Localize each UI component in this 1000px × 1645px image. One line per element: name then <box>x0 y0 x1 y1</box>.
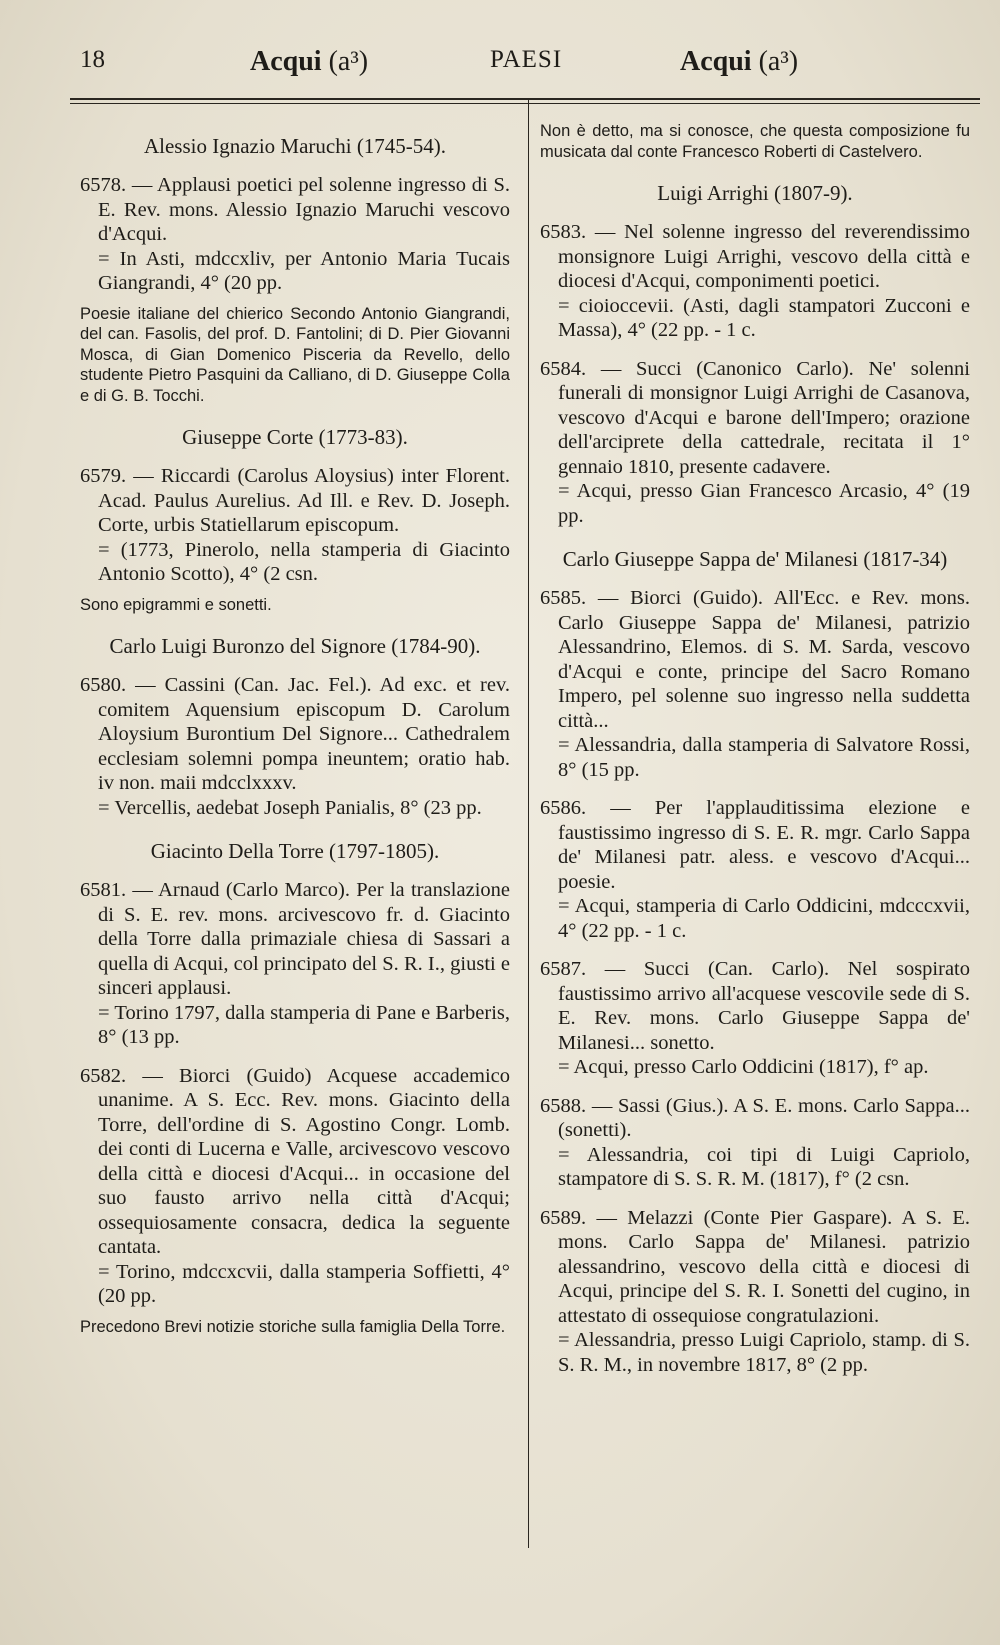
bibliography-entry: 6578. — Applausi poetici pel solenne ingresso di S. E. Rev. mons. Alessio Ignazio Maruchi vescovo d'Acqui. <box>80 174 510 245</box>
paragraph-gap <box>540 782 970 796</box>
paragraph-gap <box>540 343 970 357</box>
running-head-right-suffix: (a³) <box>758 46 799 77</box>
section-heading: Luigi Arrighi (1807-9). <box>657 181 853 205</box>
section-heading: Carlo Giuseppe Sappa de' Milanesi (1817-34) <box>562 547 948 571</box>
bibliography-entry: 6589. — Melazzi (Conte Pier Gaspare). A S. E. mons. Carlo Sappa de' Milanesi. patrizio alessandrino, vescovo della città e diocesi di Acqui, principe del S. R. I. Sonetti del cugino, in attestato di ossequiose congratulazioni. <box>540 1206 970 1327</box>
imprint-line: = Alessandria, coi tipi di Luigi Capriolo, stampatore di S. S. R. M. (1817), f° (2 csn. <box>558 1143 970 1190</box>
running-head-center: PAESI <box>490 46 563 73</box>
running-head-left <box>250 46 368 78</box>
annotation-note: Poesie italiane del chierico Secondo Antonio Giangrandi, del can. Fasolis, del prof. D. Fantolini; di D. Pier Giovanni Mosca, di Gian Domenico Pisceria da Revello, dello studente Pietro Pasquini da Calliano, di D. Giuseppe Colla e di G. B. Tocchi. <box>80 304 510 405</box>
paragraph-gap <box>540 1192 970 1206</box>
annotation-note: Precedono Brevi notizie storiche sulla famiglia Della Torre. <box>80 1317 506 1336</box>
imprint-line: = Torino, mdccxcvii, dalla stamperia Soffietti, 4° (20 pp. <box>98 1260 510 1307</box>
imprint-line: = Acqui, presso Carlo Oddicini (1817), f° ap. <box>558 1056 929 1078</box>
bibliography-entry: 6584. — Succi (Canonico Carlo). Ne' solenni funerali di monsignor Luigi Arrighi de Casanova, vescovo d'Acqui e barone dell'Impero; orazione dell'arciprete della cattedrale, recitata il 1° gennaio 1810, presente cadavere. <box>540 357 970 478</box>
bibliography-entry: 6579. — Riccardi (Carolus Aloysius) inter Florent. Acad. Paulus Aurelius. Ad Ill. e Rev. D. Joseph. Corte, urbis Statiellarum episcopum. <box>80 465 510 536</box>
paragraph-gap <box>540 943 970 957</box>
imprint-line: = Acqui, stamperia di Carlo Oddicini, mdcccxvii, 4° (22 pp. - 1 c. <box>558 895 970 942</box>
paragraph-gap <box>540 1080 970 1094</box>
running-head-left-suffix: (a³) <box>328 46 369 77</box>
header-rule-thin <box>70 103 980 104</box>
running-header <box>70 38 970 88</box>
bibliography-entry: 6583. — Nel solenne ingresso del reverendissimo monsignore Luigi Arrighi, vescovo della città e diocesi d'Acqui, componimenti poetici. <box>540 221 970 292</box>
imprint-line: = In Asti, mdccxliv, per Antonio Maria Tucais Giangrandi, 4° (20 pp. <box>98 247 510 294</box>
bibliography-entry: 6581. — Arnaud (Carlo Marco). Per la translazione di S. E. rev. mons. arcivescovo fr. d. Giacinto della Torre dalla primaziale chiesa di Sassari a quella di Acqui, col principato del S. R. I., giusti e sinceri applausi. <box>80 879 510 999</box>
paragraph-gap <box>80 1050 510 1064</box>
running-head-right <box>680 46 798 78</box>
section-heading: Carlo Luigi Buronzo del Signore (1784-90). <box>109 634 481 658</box>
section-heading: Giuseppe Corte (1773-83). <box>182 425 408 449</box>
annotation-note: Non è detto, ma si conosce, che questa composizione fu musicata dal conte Francesco Roberti di Castelvero. <box>540 122 970 161</box>
imprint-line: = Alessandria, dalla stamperia di Salvatore Rossi, 8° (15 pp. <box>558 734 970 781</box>
bibliography-entry: 6586. — Per l'applauditissima elezione e faustissimo ingresso di S. E. R. mgr. Carlo Sappa de' Milanesi patr. aless. e vescovo d'Acqui... poesie. <box>540 797 970 893</box>
section-heading: Giacinto Della Torre (1797-1805). <box>150 839 440 863</box>
bibliography-entry: 6580. — Cassini (Can. Jac. Fel.). Ad exc. et rev. comitem Aquensium episcopum D. Carolum Aloysium Burontium Del Signore... Cathedralem ecclesiam solemni pompa ineuntem; oratio hab. iv non. maii mdcclxxxv. <box>80 674 510 794</box>
running-head-right-title: Acqui <box>680 46 752 77</box>
imprint-line: = (1773, Pinerolo, nella stamperia di Giacinto Antonio Scotto), 4° (2 csn. <box>98 538 510 585</box>
annotation-note: Sono epigrammi e sonetti. <box>80 595 272 614</box>
imprint-line: = Torino 1797, dalla stamperia di Pane e Barberis, 8° (13 pp. <box>98 1001 510 1048</box>
bibliography-entry: 6585. — Biorci (Guido). All'Ecc. e Rev. mons. Carlo Giuseppe Sappa de' Milanesi, patrizio Alessandrino, Elemos. di S. M. Sarda, vescovo d'Acqui e conte, principe del Sacro Romano Impero, pel solenne suo ingresso nella suddetta città... <box>540 587 970 732</box>
right-column <box>540 115 970 1377</box>
header-rule <box>70 98 980 100</box>
imprint-line: = Vercellis, aedebat Joseph Panialis, 8° (23 pp. <box>98 796 482 819</box>
page-number: 18 <box>80 46 105 73</box>
imprint-line: = cioioccevii. (Asti, dagli stampatori Zucconi e Massa), 4° (22 pp. - 1 c. <box>558 294 970 341</box>
bibliography-entry: 6588. — Sassi (Gius.). A S. E. mons. Carlo Sappa... (sonetti). <box>540 1094 970 1141</box>
bibliography-entry: 6587. — Succi (Can. Carlo). Nel sospirato faustissimo arrivo all'acquese vescovile sede di S. E. Rev. mons. Carlo Giuseppe Sappa de' Milanesi... sonetto. <box>540 958 970 1054</box>
left-column <box>80 115 510 1337</box>
bibliography-entry: 6582. — Biorci (Guido) Acquese accademico unanime. A S. Ecc. Rev. mons. Giacinto della Torre, dell'ordine di S. Agostino Congr. Lomb. dei conti di Lucerna e Valle, arcivescovo vescovo della città e diocesi d'Acqui... in occasione del suo fausto arrivo nella città d'Acqui; ossequiosamente consacra, dedica la seguente cantata. <box>80 1064 510 1258</box>
section-heading: Alessio Ignazio Maruchi (1745-54). <box>143 134 447 158</box>
column-divider <box>528 98 529 1548</box>
running-head-left-title: Acqui <box>250 46 322 77</box>
imprint-line: = Acqui, presso Gian Francesco Arcasio, 4° (19 pp. <box>558 480 970 527</box>
imprint-line: = Alessandria, presso Luigi Capriolo, stamp. di S. S. R. M., in novembre 1817, 8° (2 pp. <box>558 1329 970 1376</box>
